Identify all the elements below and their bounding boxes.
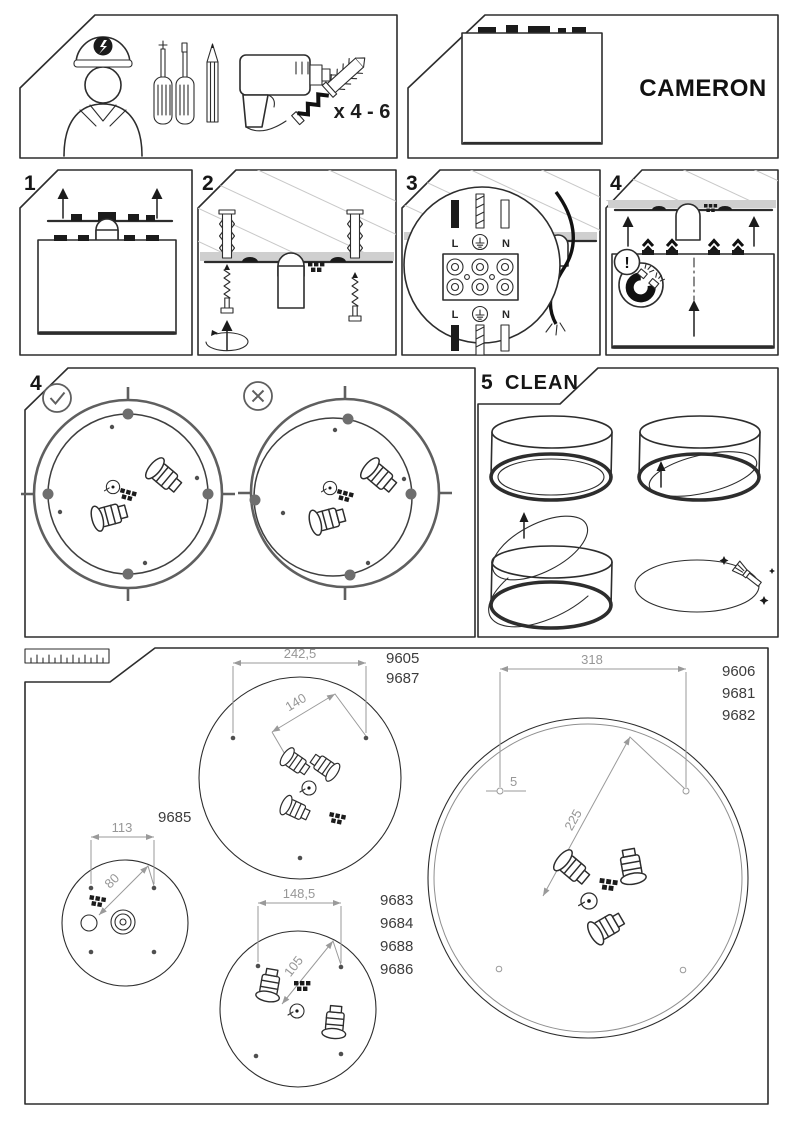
product-name: CAMERON — [639, 75, 767, 102]
diffuser-cleaning — [635, 556, 775, 612]
sparkle-icon — [760, 596, 769, 605]
medium-small-base-drawing — [220, 886, 413, 1087]
gu10-socket — [111, 910, 135, 934]
dim-msmall-diameter: 148,5 — [282, 886, 316, 901]
terminal-block-detail — [443, 254, 518, 300]
lamp-side-view — [462, 25, 602, 144]
screwdrivers-icon — [154, 41, 194, 124]
shade-diffuser-removing — [483, 503, 612, 628]
model-number: 9688 — [380, 938, 414, 955]
medium-base-drawing — [199, 646, 419, 879]
model-number: 9687 — [386, 670, 420, 687]
dim-small-diameter: 113 — [111, 820, 133, 835]
model-number: 9686 — [380, 961, 414, 978]
brand-panel — [408, 15, 778, 158]
model-number: 9685 — [158, 809, 192, 826]
dim-large-holes: 225 — [561, 806, 585, 833]
model-number: 9683 — [380, 892, 414, 909]
dim-small-holes: 80 — [101, 870, 123, 892]
clean-label: CLEAN — [505, 372, 579, 394]
dim-large-diameter: 318 — [581, 652, 603, 667]
live-label-bottom: L — [451, 309, 459, 321]
dim-large-offset: 5 — [510, 774, 518, 789]
step1-panel — [20, 170, 192, 355]
step2-number: 2 — [202, 172, 214, 195]
large-base-drawing — [428, 652, 755, 1038]
step5-number: 5 — [481, 371, 493, 394]
anchor-quantity-label: x 4 - 6 — [333, 101, 391, 123]
step4-alignment-panel — [21, 368, 475, 637]
alert-mark: ! — [624, 255, 630, 272]
model-number: 9684 — [380, 915, 414, 932]
earth-icon-bottom — [473, 307, 488, 322]
lift-arrow-left — [58, 188, 69, 218]
shade-diffuser-lifting — [639, 416, 761, 505]
neutral-label-top: N — [502, 238, 510, 250]
tools-panel — [20, 15, 397, 158]
live-label-top: L — [451, 238, 459, 250]
step4-number: 4 — [610, 172, 622, 195]
pencil-icon — [207, 44, 218, 122]
neutral-label-bottom: N — [502, 309, 510, 321]
ruler-icon — [25, 649, 109, 663]
step2-panel — [198, 170, 396, 355]
small-base-drawing — [62, 809, 191, 986]
step3-panel — [402, 170, 600, 355]
lift-arrow-right — [152, 188, 163, 218]
dim-msmall-holes: 105 — [280, 953, 307, 980]
electrician-icon — [64, 37, 142, 157]
model-number: 9682 — [722, 707, 756, 724]
model-number: 9605 — [386, 650, 420, 667]
step4b-number: 4 — [30, 372, 42, 395]
sparkle-icon — [769, 568, 775, 574]
step5-clean-panel — [478, 368, 778, 637]
step1-number: 1 — [24, 172, 36, 195]
correct-icon — [43, 384, 71, 412]
earth-icon-top — [473, 235, 488, 250]
dim-medium-diameter: 242,5 — [283, 646, 317, 661]
model-number: 9681 — [722, 685, 756, 702]
wrong-icon — [244, 382, 272, 410]
step3-number: 3 — [406, 172, 418, 195]
brush-icon — [732, 561, 763, 589]
misaligned-diagram — [238, 386, 452, 600]
aligned-diagram — [21, 387, 235, 601]
dim-medium-holes: 140 — [282, 690, 309, 715]
dimensions-panel — [25, 646, 768, 1104]
model-number: 9606 — [722, 663, 756, 680]
shade-with-diffuser — [491, 416, 612, 500]
step4-panel — [606, 170, 778, 355]
